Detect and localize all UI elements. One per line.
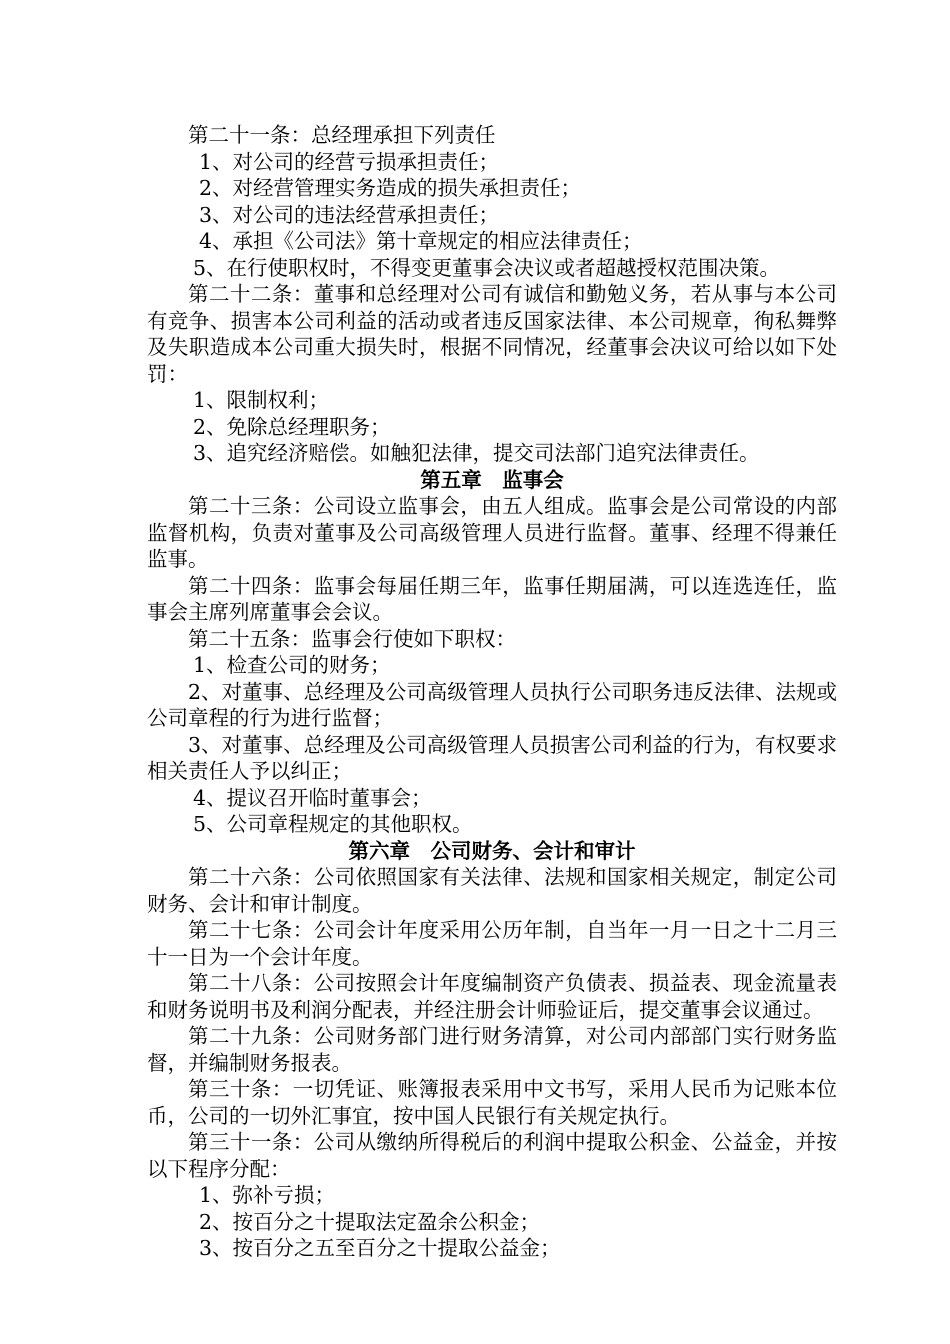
chapter-heading: 第六章 公司财务、会计和审计	[348, 838, 636, 863]
paragraph: 第二十一条：总经理承担下列责任	[188, 123, 496, 147]
chapter-heading: 第五章 监事会	[420, 467, 564, 492]
paragraph: 4、承担《公司法》第十章规定的相应法律责任；	[199, 229, 643, 253]
paragraph: 2、免除总经理职务；	[193, 414, 391, 439]
paragraph: 第三十条：一切凭证、账簿报表采用中文书写，采用人民币为记账本位币，公司的一切外汇事宜，按中国人民银行有关规定执行。	[147, 1077, 837, 1128]
paragraph: 5、公司章程规定的其他职权。	[193, 812, 473, 836]
paragraph: 1、弥补亏损；	[199, 1183, 336, 1207]
paragraph: 3、追究经济赔偿。如触犯法律，提交司法部门追究法律责任。	[193, 441, 760, 465]
paragraph: 第二十五条：监事会行使如下职权：	[188, 626, 516, 651]
paragraph: 2、对经营管理实务造成的损失承担责任；	[199, 176, 582, 200]
paragraph: 3、对公司的违法经营承担责任；	[199, 202, 500, 227]
paragraph: 第二十八条：公司按照会计年度编制资产负债表、损益表、现金流量表和财务说明书及利润分配表，并经注册会计师验证后，提交董事会议通过。	[147, 971, 837, 1022]
paragraph: 2、对董事、总经理及公司高级管理人员执行公司职务违反法律、法规或公司章程的行为进行监督；	[147, 679, 837, 730]
paragraph: 第二十六条：公司依照国家有关法律、法规和国家相关规定，制定公司财务、会计和审计制度。	[147, 865, 837, 916]
paragraph: 3、对董事、总经理及公司高级管理人员损害公司利益的行为，有权要求相关责任人予以纠正；	[147, 732, 837, 783]
paragraph: 第二十三条：公司设立监事会，由五人组成。监事会是公司常设的内部监督机构，负责对董事及公司高级管理人员进行监督。董事、经理不得兼任监事。	[147, 494, 837, 571]
paragraph: 第二十七条：公司会计年度采用公历年制，自当年一月一日之十二月三十一日为一个会计年度。	[147, 918, 837, 969]
paragraph: 第二十二条：董事和总经理对公司有诚信和勤勉义务，若从事与本公司有竞争、损害本公司利益的活动或者违反国家法律、本公司规章，徇私舞弊及失职造成本公司重大损失时，根据不同情况，经董事会决议可给以如下处罚：	[147, 282, 837, 386]
paragraph: 1、对公司的经营亏损承担责任；	[199, 149, 500, 174]
paragraph: 5、在行使职权时，不得变更董事会决议或者超越授权范围决策。	[193, 255, 781, 280]
paragraph: 1、限制权利；	[193, 388, 330, 412]
paragraph: 第二十四条：监事会每届任期三年，监事任期届满，可以连选连任，监事会主席列席董事会会议。	[147, 573, 837, 624]
paragraph: 第二十九条：公司财务部门进行财务清算，对公司内部部门实行财务监督，并编制财务报表。	[147, 1024, 837, 1075]
paragraph: 2、按百分之十提取法定盈余公积金；	[199, 1209, 541, 1234]
paragraph: 4、提议召开临时董事会；	[193, 785, 432, 810]
paragraph: 第三十一条：公司从缴纳所得税后的利润中提取公积金、公益金，并按以下程序分配：	[147, 1130, 837, 1181]
paragraph: 1、检查公司的财务；	[193, 653, 391, 677]
document-page	[147, 122, 837, 1262]
paragraph: 3、按百分之五至百分之十提取公益金；	[199, 1236, 561, 1260]
